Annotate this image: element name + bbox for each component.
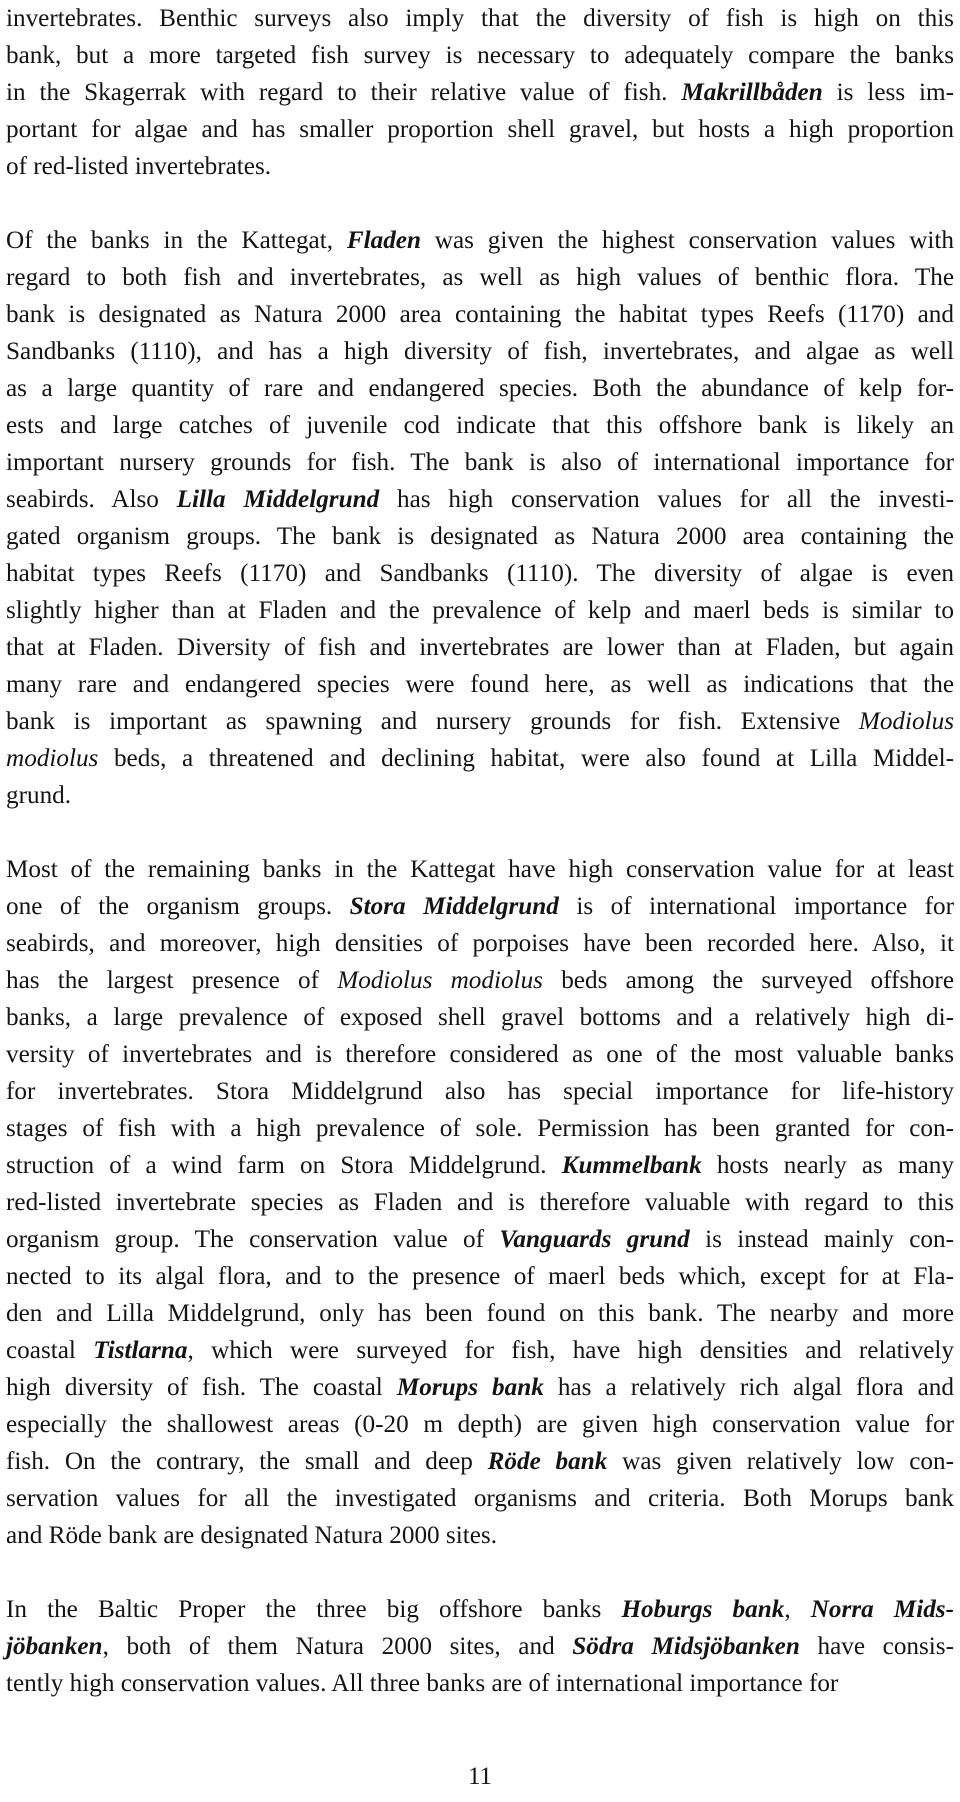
text-line: [6, 481, 954, 518]
text-run: bank is important as spawning and nursery grounds for fish. Extensive: [6, 708, 859, 735]
text-run: is instead mainly con-: [689, 1226, 954, 1253]
text-line: [6, 1480, 954, 1517]
text-line: [6, 1406, 954, 1443]
bank-name: Tistlarna: [93, 1337, 188, 1364]
bank-name: Södra Midsjöbanken: [572, 1633, 800, 1660]
text-run: bank is designated as Natura 2000 area containing the habitat types Reefs (1170) and: [6, 301, 954, 328]
text-run: bank, but a more targeted fish survey is necessary to adequately compare the banks: [6, 42, 954, 69]
bank-name: Lilla Middelgrund: [176, 486, 380, 513]
text-run: seabirds, and moreover, high densities of porpoises have been recorded here. Also, it: [6, 930, 954, 957]
text-run: that at Fladen. Diversity of fish and invertebrates are lower than at Fladen, but again: [6, 634, 954, 661]
bank-name: jöbanken: [6, 1633, 103, 1660]
bank-name: Röde bank: [487, 1448, 608, 1475]
text-line: [6, 1258, 954, 1295]
text-run: hosts nearly as many: [701, 1152, 954, 1179]
text-line: [6, 148, 954, 185]
bank-name: Makrillbåden: [681, 79, 823, 106]
text-run: struction of a wind farm on Stora Middelgrund.: [6, 1152, 562, 1179]
text-line: [6, 962, 954, 999]
text-run: organism group. The conservation value of: [6, 1226, 500, 1253]
text-run: beds among the surveyed offshore: [542, 967, 954, 994]
text-run: portant for algae and has smaller proportion shell gravel, but hosts a high proportion: [6, 116, 954, 143]
text-run: is less im-: [822, 79, 955, 106]
text-line: [6, 0, 954, 37]
text-run: high diversity of fish. The coastal: [6, 1374, 397, 1401]
text-run: as a large quantity of rare and endangered species. Both the abundance of kelp for-: [6, 375, 954, 402]
species-name: Modiolus: [858, 708, 954, 735]
text-run: slightly higher than at Fladen and the prevalence of kelp and maerl beds is similar to: [6, 597, 954, 624]
page-number: 11: [467, 1763, 493, 1790]
text-line: [6, 222, 954, 259]
text-run: especially the shallowest areas (0-20 m depth) are given high conservation value for: [6, 1411, 954, 1438]
text-run: has high conservation values for all the investi-: [379, 486, 954, 513]
text-run: ests and large catches of juvenile cod indicate that this offshore bank is likely an: [6, 412, 954, 439]
text-run: important nursery grounds for fish. The bank is also of international importance for: [6, 449, 954, 476]
text-run: versity of invertebrates and is therefore considered as one of the most valuable banks: [6, 1041, 954, 1068]
text-line: [6, 1110, 954, 1147]
text-run: red-listed invertebrate species as Fladen and is therefore valuable with regard to this: [6, 1189, 954, 1216]
text-run: for invertebrates. Stora Middelgrund also has special importance for life-history: [6, 1078, 954, 1105]
text-run: , which were surveyed for fish, have high densities and relatively: [187, 1337, 954, 1364]
text-run: den and Lilla Middelgrund, only has been found on this bank. The nearby and more: [6, 1300, 954, 1327]
text-run: tently high conservation values. All three banks are of international importance for: [6, 1670, 839, 1697]
text-run: and Röde bank are designated Natura 2000 sites.: [6, 1522, 498, 1549]
text-run: has the largest presence of: [6, 967, 338, 994]
text-run: grund.: [6, 782, 72, 809]
text-line: [6, 666, 954, 703]
text-run: regard to both fish and invertebrates, as well as high values of benthic flora. The: [6, 264, 954, 291]
text-line: [6, 1221, 954, 1258]
text-run: seabirds. Also: [6, 486, 177, 513]
paragraph: [6, 1591, 954, 1702]
text-line: [6, 1332, 954, 1369]
bank-name: Hoburgs bank: [621, 1596, 785, 1623]
text-line: [6, 629, 954, 666]
text-line: [6, 1295, 954, 1332]
text-line: [6, 1591, 954, 1628]
text-line: [6, 703, 954, 740]
text-line: [6, 333, 954, 370]
paragraph-gap: [6, 1554, 954, 1591]
text-line: [6, 592, 954, 629]
text-run: banks, a large prevalence of exposed shell gravel bottoms and a relatively high di-: [6, 1004, 954, 1031]
text-line: [6, 1036, 954, 1073]
text-line: [6, 518, 954, 555]
text-run: of red-listed invertebrates.: [6, 153, 272, 180]
text-run: invertebrates. Benthic surveys also imply that the diversity of fish is high on this: [6, 5, 954, 32]
text-line: [6, 740, 954, 777]
text-run: have consis-: [799, 1633, 954, 1660]
text-line: [6, 777, 954, 814]
text-line: [6, 296, 954, 333]
bank-name: Fladen: [346, 227, 421, 254]
text-line: [6, 925, 954, 962]
text-line: [6, 851, 954, 888]
bank-name: Stora Middelgrund: [349, 893, 559, 920]
bank-name: Vanguards grund: [499, 1226, 690, 1253]
text-line: [6, 37, 954, 74]
text-line: [6, 1517, 954, 1554]
paragraph-gap: [6, 814, 954, 851]
text-run: beds, a threatened and declining habitat, were also found at Lilla Middel-: [98, 745, 954, 772]
text-run: Sandbanks (1110), and has a high diversity of fish, invertebrates, and algae as well: [6, 338, 954, 365]
text-run: was given the highest conservation values with: [421, 227, 954, 254]
text-line: [6, 1628, 954, 1665]
text-line: [6, 407, 954, 444]
text-line: [6, 1443, 954, 1480]
text-line: [6, 74, 954, 111]
text-line: [6, 1184, 954, 1221]
text-run: , both of them Natura 2000 sites, and: [102, 1633, 573, 1660]
bank-name: Morups bank: [396, 1374, 544, 1401]
text-run: in the Skagerrak with regard to their relative value of fish.: [6, 79, 682, 106]
bank-name: Kummelbank: [561, 1152, 702, 1179]
text-run: habitat types Reefs (1170) and Sandbanks (1110). The diversity of algae is even: [6, 560, 954, 587]
text-run: is of international importance for: [558, 893, 954, 920]
text-run: servation values for all the investigated organisms and criteria. Both Morups bank: [6, 1485, 954, 1512]
text-run: was given relatively low con-: [607, 1448, 954, 1475]
text-line: [6, 999, 954, 1036]
paragraph-gap: [6, 185, 954, 222]
text-run: one of the organism groups.: [6, 893, 350, 920]
paragraph: [6, 222, 954, 814]
text-line: [6, 555, 954, 592]
text-run: nected to its algal flora, and to the presence of maerl beds which, except for at Fla-: [6, 1263, 954, 1290]
text-run: In the Baltic Proper the three big offshore banks: [6, 1596, 622, 1623]
text-line: [6, 444, 954, 481]
paragraph: [6, 851, 954, 1554]
species-name: modiolus: [6, 745, 99, 772]
text-run: has a relatively rich algal flora and: [543, 1374, 954, 1401]
species-name: Modiolus modiolus: [337, 967, 543, 994]
text-line: [6, 1665, 954, 1702]
text-line: [6, 1369, 954, 1406]
text-line: [6, 370, 954, 407]
text-line: [6, 111, 954, 148]
text-run: coastal: [6, 1337, 94, 1364]
text-run: Of the banks in the Kattegat,: [6, 227, 347, 254]
text-run: gated organism groups. The bank is designated as Natura 2000 area containing the: [6, 523, 954, 550]
text-run: many rare and endangered species were found here, as well as indications that the: [6, 671, 954, 698]
text-line: [6, 259, 954, 296]
text-run: ,: [784, 1596, 811, 1623]
text-run: fish. On the contrary, the small and deep: [6, 1448, 488, 1475]
text-line: [6, 1073, 954, 1110]
text-run: Most of the remaining banks in the Kattegat have high conservation value for at least: [6, 856, 954, 883]
paragraph: [6, 0, 954, 185]
text-line: [6, 888, 954, 925]
text-line: [6, 1147, 954, 1184]
bank-name: Norra Mids-: [810, 1596, 954, 1623]
text-run: stages of fish with a high prevalence of sole. Permission has been granted for con-: [6, 1115, 954, 1142]
document-body: [6, 0, 954, 1702]
